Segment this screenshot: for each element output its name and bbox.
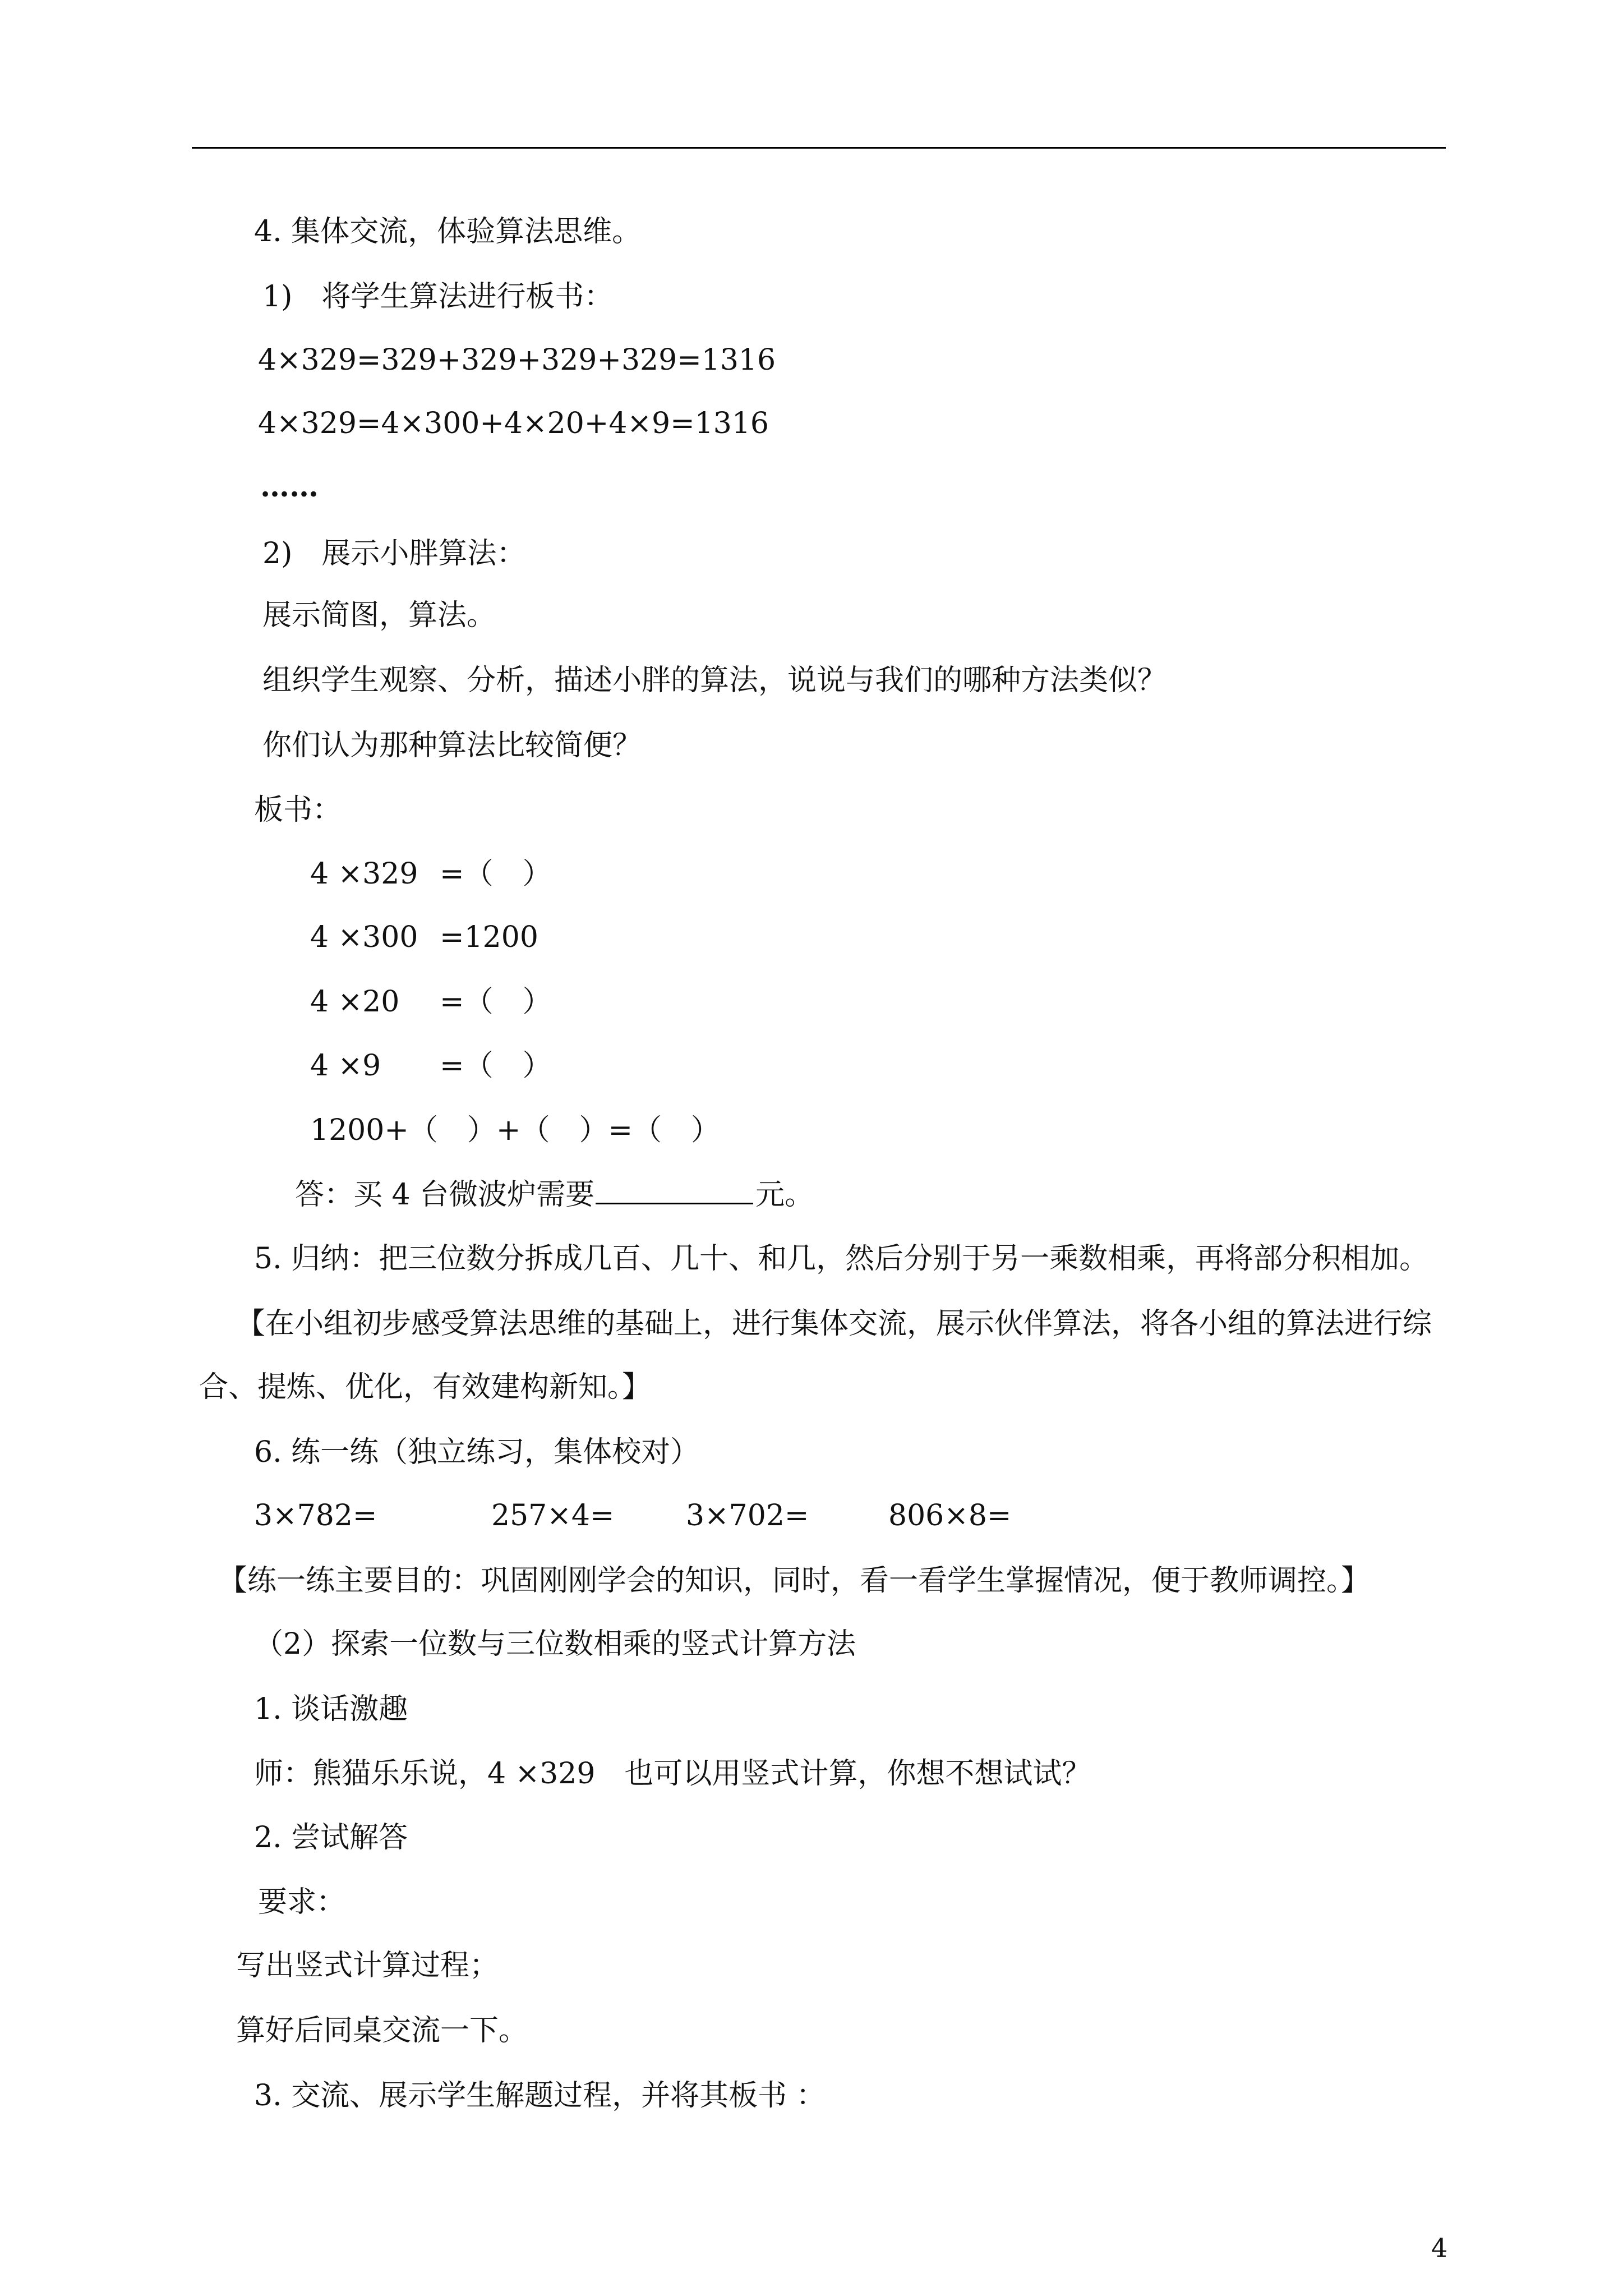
requirement-2: 算好后同桌交流一下。 <box>236 2014 528 2047</box>
note-2: 【练一练主要目的：巩固刚刚学会的知识，同时，看一看学生掌握情况，便于教师调控。】 <box>218 1564 1371 1598</box>
paragraph-question: 你们认为那种算法比较简便？ <box>262 729 642 762</box>
section-4-heading: 4. 集体交流，体验算法思维。 <box>254 215 642 249</box>
exercise-item: 3×702= <box>686 1499 809 1533</box>
board-row-left: 4 ×9 <box>310 1049 381 1083</box>
section-6-heading: 6. 练一练（独立练习，集体校对） <box>254 1435 700 1469</box>
exercise-item: 257×4= <box>491 1499 615 1533</box>
note-1-line-1: 【在小组初步感受算法思维的基础上，进行集体交流，展示伙伴算法，将各小组的算法进行综 <box>236 1307 1432 1341</box>
board-row-right: =（ ） <box>440 857 552 891</box>
answer-prefix: 答：买 4 台微波炉需要 <box>295 1178 595 1212</box>
board-row-right: =（ ） <box>440 1049 552 1083</box>
part-2-step-3: 3. 交流、展示学生解题过程，并将其板书 ： <box>254 2079 826 2113</box>
part-2-heading: （2）探索一位数与三位数相乘的竖式计算方法 <box>254 1627 856 1661</box>
paragraph-organize-students: 组织学生观察、分析，描述小胖的算法，说说与我们的哪种方法类似？ <box>262 664 1167 697</box>
requirement-1: 写出竖式计算过程； <box>236 1949 499 1982</box>
part-2-step-2: 2. 尝试解答 <box>254 1821 408 1855</box>
teacher-prompt: 师：熊猫乐乐说，4 ×329 也可以用竖式计算，你想不想试试？ <box>254 1757 1091 1791</box>
ellipsis: …… <box>260 470 319 504</box>
part-2-step-1: 1. 谈话激趣 <box>254 1692 408 1726</box>
board-row-right: =（ ） <box>440 985 552 1019</box>
board-sum: 1200+（ ）+（ ）=（ ） <box>310 1114 721 1147</box>
exercise-item: 806×8= <box>888 1499 1012 1533</box>
equation-1: 4×329=329+329+329+329=1316 <box>258 343 776 377</box>
step-2-text: 2) 展示小胖算法： <box>262 537 526 570</box>
section-5-summary: 5. 归纳：把三位数分拆成几百、几十、和几，然后分别于另一乘数相乘，再将部分积相加。 <box>254 1242 1429 1276</box>
board-row-left: 4 ×329 <box>310 857 418 891</box>
answer-blank <box>596 1177 753 1204</box>
board-row-left: 4 ×20 <box>310 985 400 1019</box>
board-row-left: 4 ×300 <box>310 921 418 954</box>
equation-2: 4×329=4×300+4×20+4×9=1316 <box>258 407 769 440</box>
note-1-line-2: 合、提炼、优化，有效建构新知。】 <box>199 1370 652 1404</box>
board-row-right: =1200 <box>440 921 538 954</box>
header-rule <box>192 147 1446 149</box>
requirements-label: 要求： <box>258 1885 346 1919</box>
paragraph-show-diagram: 展示简图，算法。 <box>262 599 496 632</box>
board-label: 板书： <box>254 793 342 827</box>
exercise-item: 3×782= <box>254 1499 377 1533</box>
step-1-text: 1) 将学生算法进行板书： <box>262 280 614 314</box>
page-number: 4 <box>1431 2233 1448 2263</box>
answer-line <box>295 1177 814 1211</box>
answer-suffix: 元。 <box>755 1178 814 1212</box>
